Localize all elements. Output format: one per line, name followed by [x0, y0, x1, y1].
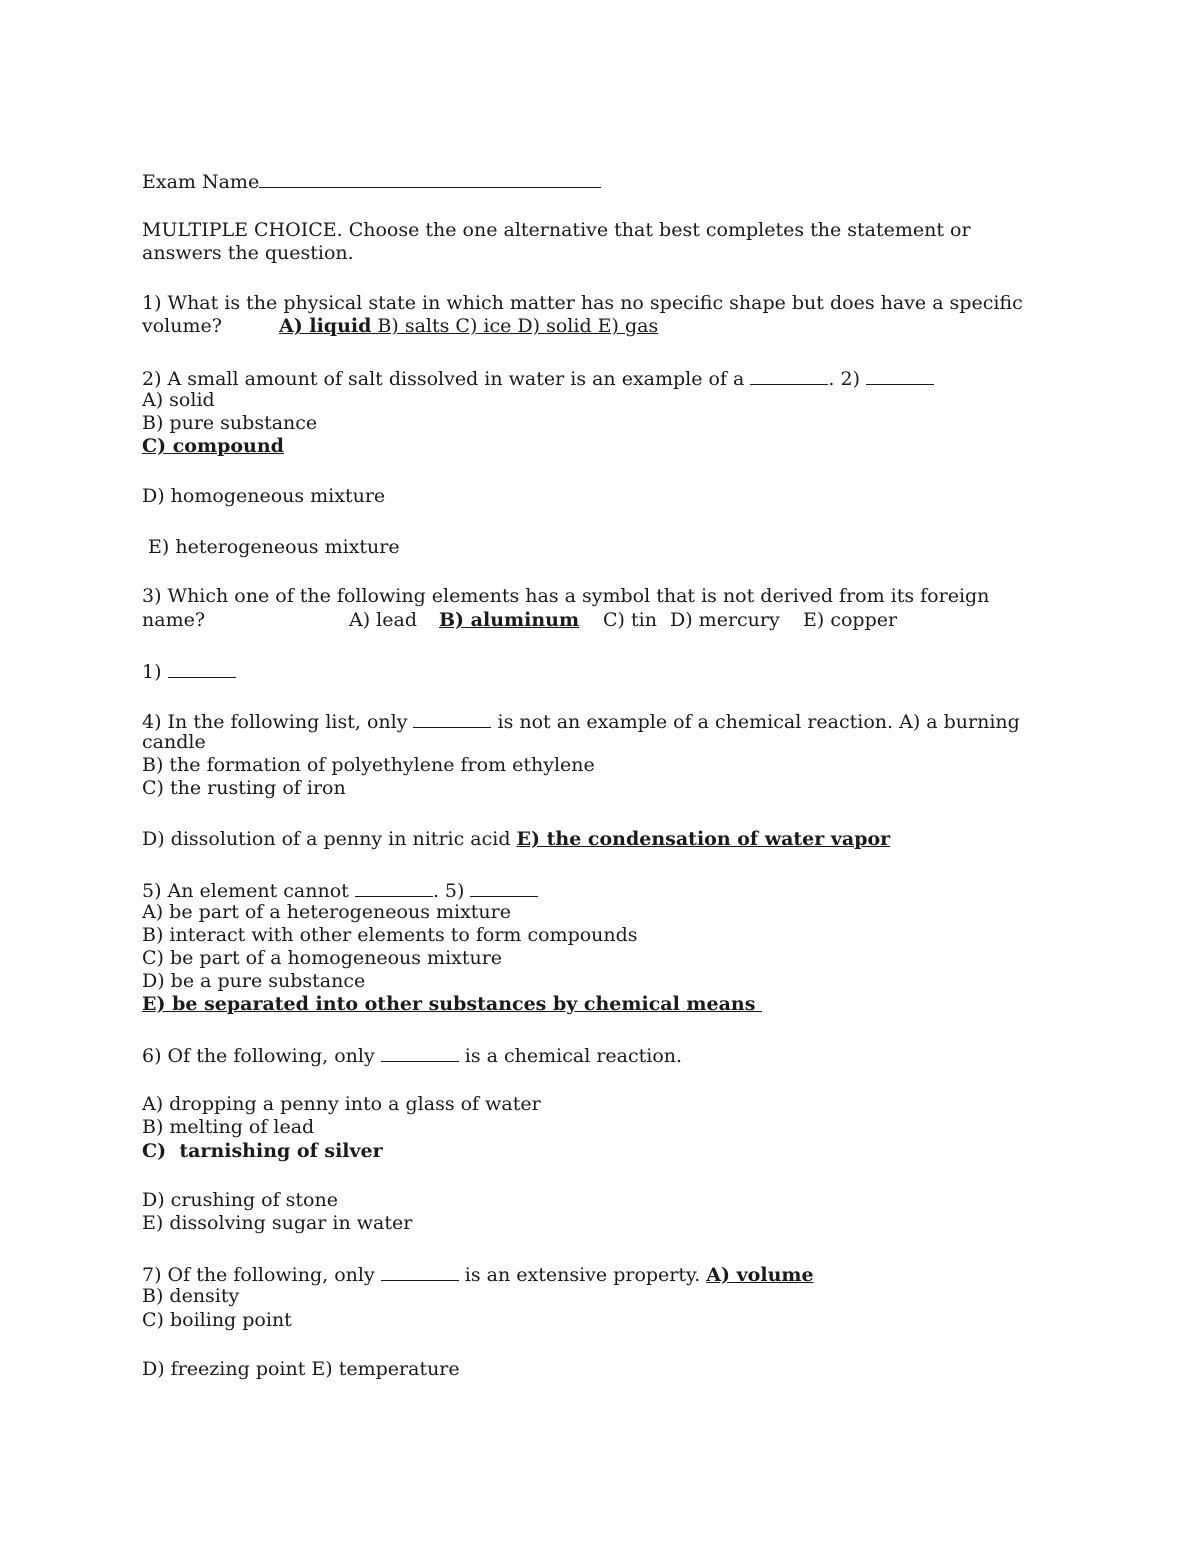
q2-option-e: E) heterogeneous mixture — [142, 536, 400, 558]
q4-blank — [413, 709, 491, 728]
exam-name-blank[interactable] — [259, 169, 601, 188]
q1-answer-label: 1) — [142, 661, 168, 683]
q1-question: 1) What is the physical state in which matter has no specific shape but does have a specific — [142, 292, 1023, 314]
q6-text: 6) Of the following, only — [142, 1045, 381, 1067]
q5-blank — [355, 878, 433, 897]
q7-options-de: D) freezing point E) temperature — [142, 1358, 460, 1380]
q4-text: 4) In the following list, only — [142, 711, 414, 733]
q4-candle-line: candle — [142, 731, 206, 753]
q6-question — [142, 1043, 682, 1068]
q3-options-line — [142, 609, 898, 632]
q5-option-c: C) be part of a homogeneous mixture — [142, 947, 503, 969]
q2-option-a: A) solid — [142, 389, 215, 411]
q7-option-c: C) boiling point — [142, 1309, 292, 1331]
q2-question — [142, 366, 934, 391]
q6-option-c-answer: C) tarnishing of silver — [142, 1140, 383, 1162]
q6-text-suffix: is a chemical reaction. — [458, 1045, 683, 1067]
instructions-line-2: answers the question. — [142, 242, 354, 264]
q2-blank — [750, 366, 828, 385]
q3-option-a: A) lead — [349, 609, 417, 631]
q6-option-b: B) melting of lead — [142, 1116, 315, 1138]
q5-option-a: A) be part of a heterogeneous mixture — [142, 901, 511, 923]
q3-option-d: D) mercury — [670, 609, 780, 631]
q2-number-label: . 2) — [828, 368, 867, 390]
q2-option-d: D) homogeneous mixture — [142, 485, 386, 507]
q5-option-b: B) interact with other elements to form compounds — [142, 924, 638, 946]
q5-number-label: . 5) — [432, 880, 471, 902]
q6-option-d: D) crushing of stone — [142, 1189, 338, 1211]
q5-answer-blank[interactable] — [470, 878, 538, 897]
q7-option-b: B) density — [142, 1285, 240, 1307]
q1-answer: A) liquid B) salts C) ice D) solid E) gas — [279, 315, 659, 337]
q4-question — [142, 709, 1020, 734]
q7-text: 7) Of the following, only — [142, 1264, 381, 1286]
exam-name-line — [142, 169, 601, 194]
q1-answer-blank[interactable] — [168, 659, 236, 678]
q1-answer-line — [142, 659, 236, 684]
q4-option-c: C) the rusting of iron — [142, 777, 346, 799]
q6-blank — [381, 1043, 459, 1062]
q2-option-c-answer: C) compound — [142, 435, 284, 457]
q7-option-a-answer: A) volume — [706, 1264, 814, 1286]
q4-option-e-answer: E) the condensation of water vapor — [516, 828, 891, 850]
q5-option-e-answer: E) be separated into other substances by chemical means — [142, 993, 763, 1015]
q4-options-de-line — [142, 828, 890, 851]
q4-option-d: D) dissolution of a penny in nitric acid — [142, 828, 517, 850]
q7-blank — [381, 1262, 459, 1281]
q4-text-suffix: is not an example of a chemical reaction. A) a burning — [491, 711, 1020, 733]
q3-name-label: name? — [142, 609, 206, 631]
q3-question: 3) Which one of the following elements has a symbol that is not derived from its foreign — [142, 585, 990, 607]
q6-option-a: A) dropping a penny into a glass of water — [142, 1093, 541, 1115]
q5-option-d: D) be a pure substance — [142, 970, 366, 992]
q1-other-options: B) salts C) ice D) solid E) gas — [371, 315, 659, 337]
q3-option-c: C) tin — [603, 609, 657, 631]
q3-option-e: E) copper — [803, 609, 898, 631]
q7-text-suffix: is an extensive property. — [458, 1264, 707, 1286]
q1-options-line — [142, 315, 659, 338]
q7-question — [142, 1262, 814, 1287]
exam-name-label: Exam Name — [142, 171, 260, 193]
q5-question — [142, 878, 538, 903]
q1-volume-label: volume? — [142, 315, 222, 337]
instructions-line-1: MULTIPLE CHOICE. Choose the one alternative that best completes the statement or — [142, 219, 971, 241]
q2-option-b: B) pure substance — [142, 412, 318, 434]
q3-option-b-answer: B) aluminum — [439, 609, 580, 631]
q2-text: 2) A small amount of salt dissolved in water is an example of a — [142, 368, 751, 390]
q2-answer-blank[interactable] — [866, 366, 934, 385]
q5-text: 5) An element cannot — [142, 880, 355, 902]
q6-option-e: E) dissolving sugar in water — [142, 1212, 413, 1234]
q4-option-b: B) the formation of polyethylene from ethylene — [142, 754, 595, 776]
